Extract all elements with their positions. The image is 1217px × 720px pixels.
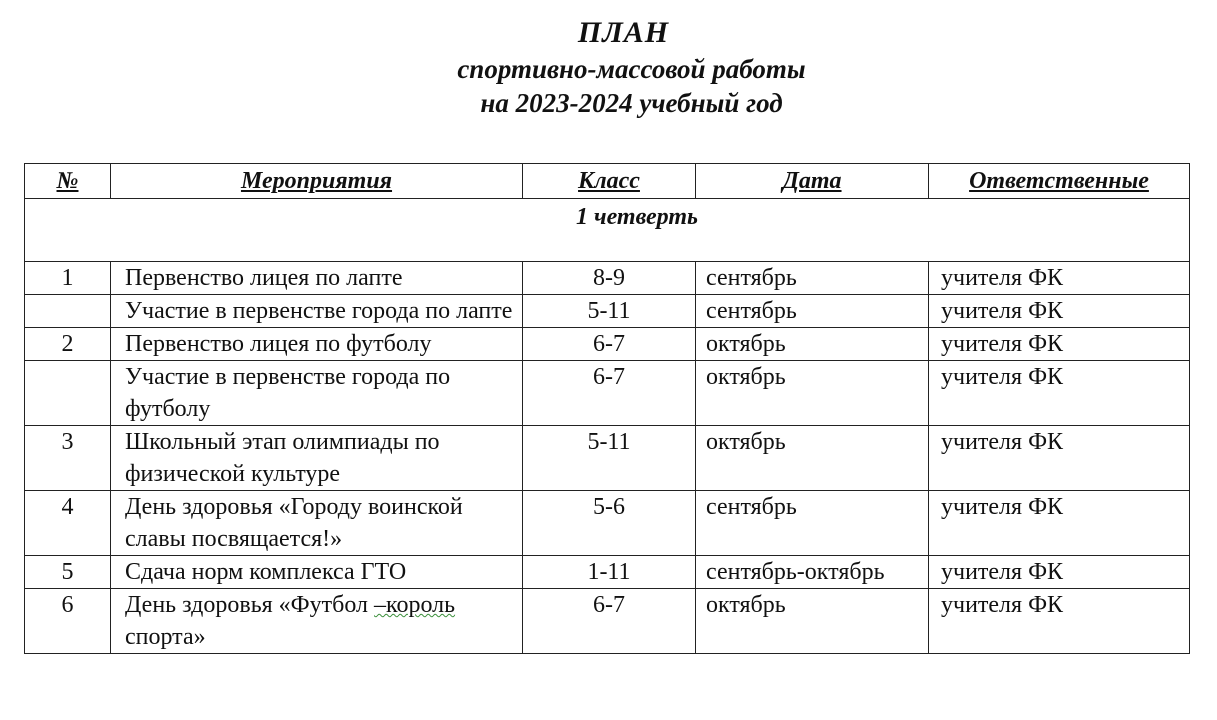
cell-responsible: учителя ФК [929, 491, 1190, 556]
cell-class: 5-11 [523, 295, 696, 328]
cell-num [25, 295, 111, 328]
cell-event: Школьный этап олимпиады по физической культуре [111, 426, 523, 491]
cell-num: 5 [25, 556, 111, 589]
cell-responsible: учителя ФК [929, 589, 1190, 654]
cell-num: 1 [25, 262, 111, 295]
cell-event: Первенство лицея по футболу [111, 328, 523, 361]
header-date: Дата [696, 164, 929, 199]
cell-num: 2 [25, 328, 111, 361]
cell-num: 4 [25, 491, 111, 556]
table-row [25, 361, 1190, 426]
cell-num: 6 [25, 589, 111, 654]
table-row [25, 491, 1190, 556]
table-row [25, 262, 1190, 295]
table-row [25, 426, 1190, 491]
document-title: ПЛАН [577, 16, 670, 49]
cell-class: 6-7 [523, 328, 696, 361]
header-event: Мероприятия [111, 164, 523, 199]
cell-event: Первенство лицея по лапте [111, 262, 523, 295]
cell-class: 6-7 [523, 361, 696, 426]
section-title-cell [25, 199, 1190, 262]
cell-event: Участие в первенстве города по футболу [111, 361, 523, 426]
cell-date: сентябрь [696, 262, 929, 295]
document-subtitle-line1: спортивно-массовой работы [457, 54, 806, 84]
cell-responsible: учителя ФК [929, 295, 1190, 328]
cell-event: Сдача норм комплекса ГТО [111, 556, 523, 589]
cell-date: сентябрь-октябрь [696, 556, 929, 589]
header-num: № [25, 164, 111, 199]
cell-responsible: учителя ФК [929, 328, 1190, 361]
cell-date: октябрь [696, 589, 929, 654]
cell-responsible: учителя ФК [929, 262, 1190, 295]
cell-responsible: учителя ФК [929, 361, 1190, 426]
cell-event: День здоровья «Городу воинской славы посвящается!» [111, 491, 523, 556]
cell-date: октябрь [696, 361, 929, 426]
sports-plan-table [24, 163, 1190, 654]
cell-date: сентябрь [696, 491, 929, 556]
cell-class: 6-7 [523, 589, 696, 654]
table-row [25, 556, 1190, 589]
event-text-part: спорта» [125, 624, 206, 650]
cell-date: сентябрь [696, 295, 929, 328]
document-title-block [0, 14, 1217, 120]
cell-event: Участие в первенстве города по лапте [111, 295, 523, 328]
cell-num: 3 [25, 426, 111, 491]
cell-date: октябрь [696, 328, 929, 361]
header-responsible: Ответственные [929, 164, 1190, 199]
section-title: 1 четверть [575, 204, 698, 230]
cell-responsible: учителя ФК [929, 426, 1190, 491]
header-class: Класс [523, 164, 696, 199]
table-header-row [25, 164, 1190, 199]
cell-class: 5-6 [523, 491, 696, 556]
table-row [25, 295, 1190, 328]
section-row [25, 199, 1190, 262]
cell-class: 5-11 [523, 426, 696, 491]
document-subtitle-line2: на 2023-2024 учебный год [480, 88, 783, 118]
event-text-part: День здоровья «Футбол [125, 592, 374, 618]
cell-date: октябрь [696, 426, 929, 491]
cell-num [25, 361, 111, 426]
table-row [25, 589, 1190, 654]
table-row [25, 328, 1190, 361]
spellcheck-marked-text: –король [374, 592, 456, 618]
cell-class: 1-11 [523, 556, 696, 589]
cell-class: 8-9 [523, 262, 696, 295]
cell-responsible: учителя ФК [929, 556, 1190, 589]
cell-event [111, 589, 523, 654]
